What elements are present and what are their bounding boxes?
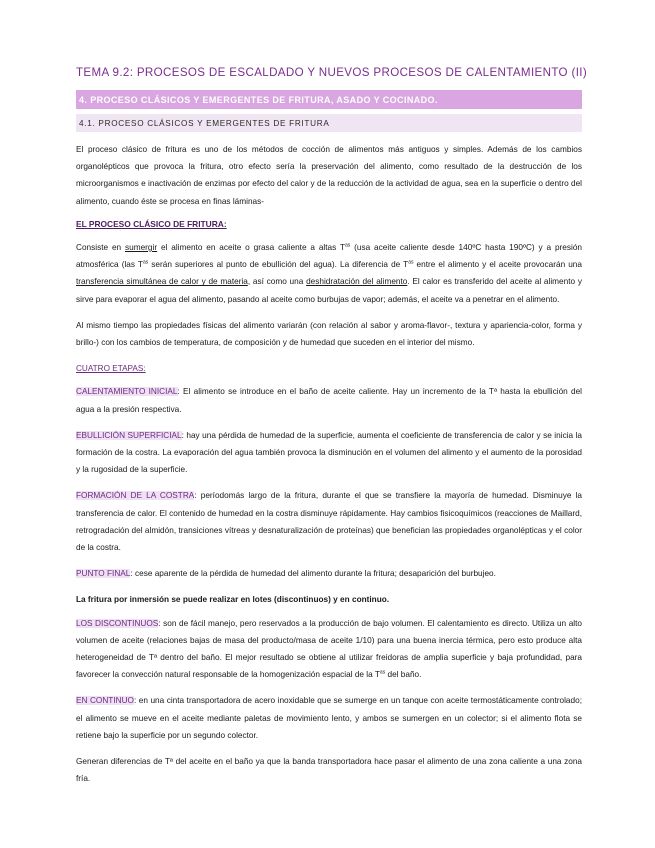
sumergir-term: sumergir [125,243,158,253]
dehydration-term: deshidratación del alimento [306,277,408,287]
discontinuous-label: LOS DISCONTINUOS [76,618,159,628]
stage-item: PUNTO FINAL: cese aparente de la pérdida de humedad del alimento durante la fritura; desaparición del burbujeo. [76,569,496,579]
paragraph-definition: Consiste en sumergir el alimento en aceite o grasa caliente a altas $T^{as}$ (usa aceite caliente desde 140ºC hasta 190ºC) y a presión atmosférica (las $T^{as}$ serán superiores al punto de ebullición del agua). La diferencia de $T^{as}$ entre el alimento y el aceite provocarán una transferencia simultánea de calor y de materia, así como una deshidratación del alimento. El calor es transferido del aceite al alimento y sirve para evaporar el agua del alimento, pasando al aceite como burbujas de vapor; además, el aceite va a penetrar en el alimento. [76,242,583,304]
stage-label: FORMACIÓN DE LA COSTRA [76,491,195,501]
intro-paragraph: El proceso clásico de fritura es uno de los métodos de cocción de alimentos más antiguos y simples. Además de los cambios organolépticos que provoca la fritura, otro efecto sería la preservación del alimento, como resultado de la destrucción de los microorganismos e inactivación de enzimas por efecto del calor y de la reducción de la actividad de agua, sea en la superficie o dentro del alimento, cuando éste se procesa en finas láminas- [76,145,582,206]
properties-paragraph: Al mismo tiempo las propiedades físicas del alimento variarán (con relación al sabor y aroma-flavor-, textura y apariencia-color, forma y brillo-) con los cambios de temperatura, de composición y de humedad que suceden en el interior del mismo. [76,320,582,348]
classic-heading-line [76,216,582,233]
stage-item: CALENTAMIENTO INICIAL: El alimento se introduce en el baño de aceite caliente. Hay un incremento de la Tª hasta la ebullición del agua a la presión respectiva. [76,387,583,414]
subsection-heading: 4.1. PROCESO CLÁSICOS Y EMERGENTES DE FRITURA [76,114,582,132]
stage-label: EBULLICIÓN SUPERFICIAL [76,430,182,440]
final-paragraph: Generan diferencias de Tª del aceite en el baño ya que la banda transportadora hace pasar el alimento de una zona caliente a una zona fría. [76,757,582,784]
page-title: TEMA 9.2: PROCESOS DE ESCALDADO Y NUEVOS PROCESOS DE CALENTAMIENTO (II) [76,66,588,79]
stage-item: FORMACIÓN DE LA COSTRA: períodomás largo de la fritura, durante el que se transfiere la mayoría de humedad. Disminuye la transferencia de calor. El contenido de humedad en la costra disminuye rápidamente. Hay cambios fisicoquímicos (reacciones de Maillard, retrogradación del almidón, transiciones vítreas y desnaturalización de proteínas) que benefician las propiedades organolépticas y el color de la costra. [76,491,583,553]
document-page [76,66,588,788]
continuous-paragraph: EN CONTINUO: en una cinta transportadora de acero inoxidable que se sumerge en un tanque con aceite termostáticamente controlado; el alimento se mueve en el aceite mediante paletas de movimiento lento, y ambos se sumergen en un colector; si el alimento flota se retiene bajo la superficie por un segundo colector. [76,696,582,740]
classic-heading: EL PROCESO CLÁSICO DE FRITURA: [76,218,227,229]
stage-label: PUNTO FINAL [76,569,131,579]
stages-label: CUATRO ETAPAS: [76,364,146,374]
stage-label: CALENTAMIENTO INICIAL [76,387,178,397]
transfer-term: transferencia simultánea de calor y de materia [76,277,248,287]
stages-label-line [76,360,582,377]
batch-heading: La fritura por inmersión se puede realizar en lotes (discontinuos) y en continuo. [76,595,390,605]
stage-item: EBULLICIÓN SUPERFICIAL: hay una pérdida de humedad de la superficie, aumenta el coeficiente de transferencia de calor y se inicia la formación de la costra. La evaporación del agua también provoca la disminución en el volumen del alimento y el aumento de la porosidad y la rugosidad de la superficie. [76,430,582,475]
continuous-label: EN CONTINUO [76,696,134,706]
section-heading: 4. PROCESO CLÁSICOS Y EMERGENTES DE FRITURA, ASADO Y COCINADO. [76,90,582,109]
discontinuous-paragraph: LOS DISCONTINUOS: son de fácil manejo, pero reservados a la producción de bajo volumen. El calentamiento es directo. Utiliza un alto volumen de aceite (relaciones bajas de masa del producto/masa de aceite 1/10) para una buena inercia térmica, pero esto produce alta heterogeneidad de Tª dentro del baño. El mejor resultado se obtiene al utilizar freidoras de amplia superficie y baja profundidad, para favorecer la convección natural responsable de la homogenización espacial de la $T^{as}$ del baño. [76,618,582,680]
